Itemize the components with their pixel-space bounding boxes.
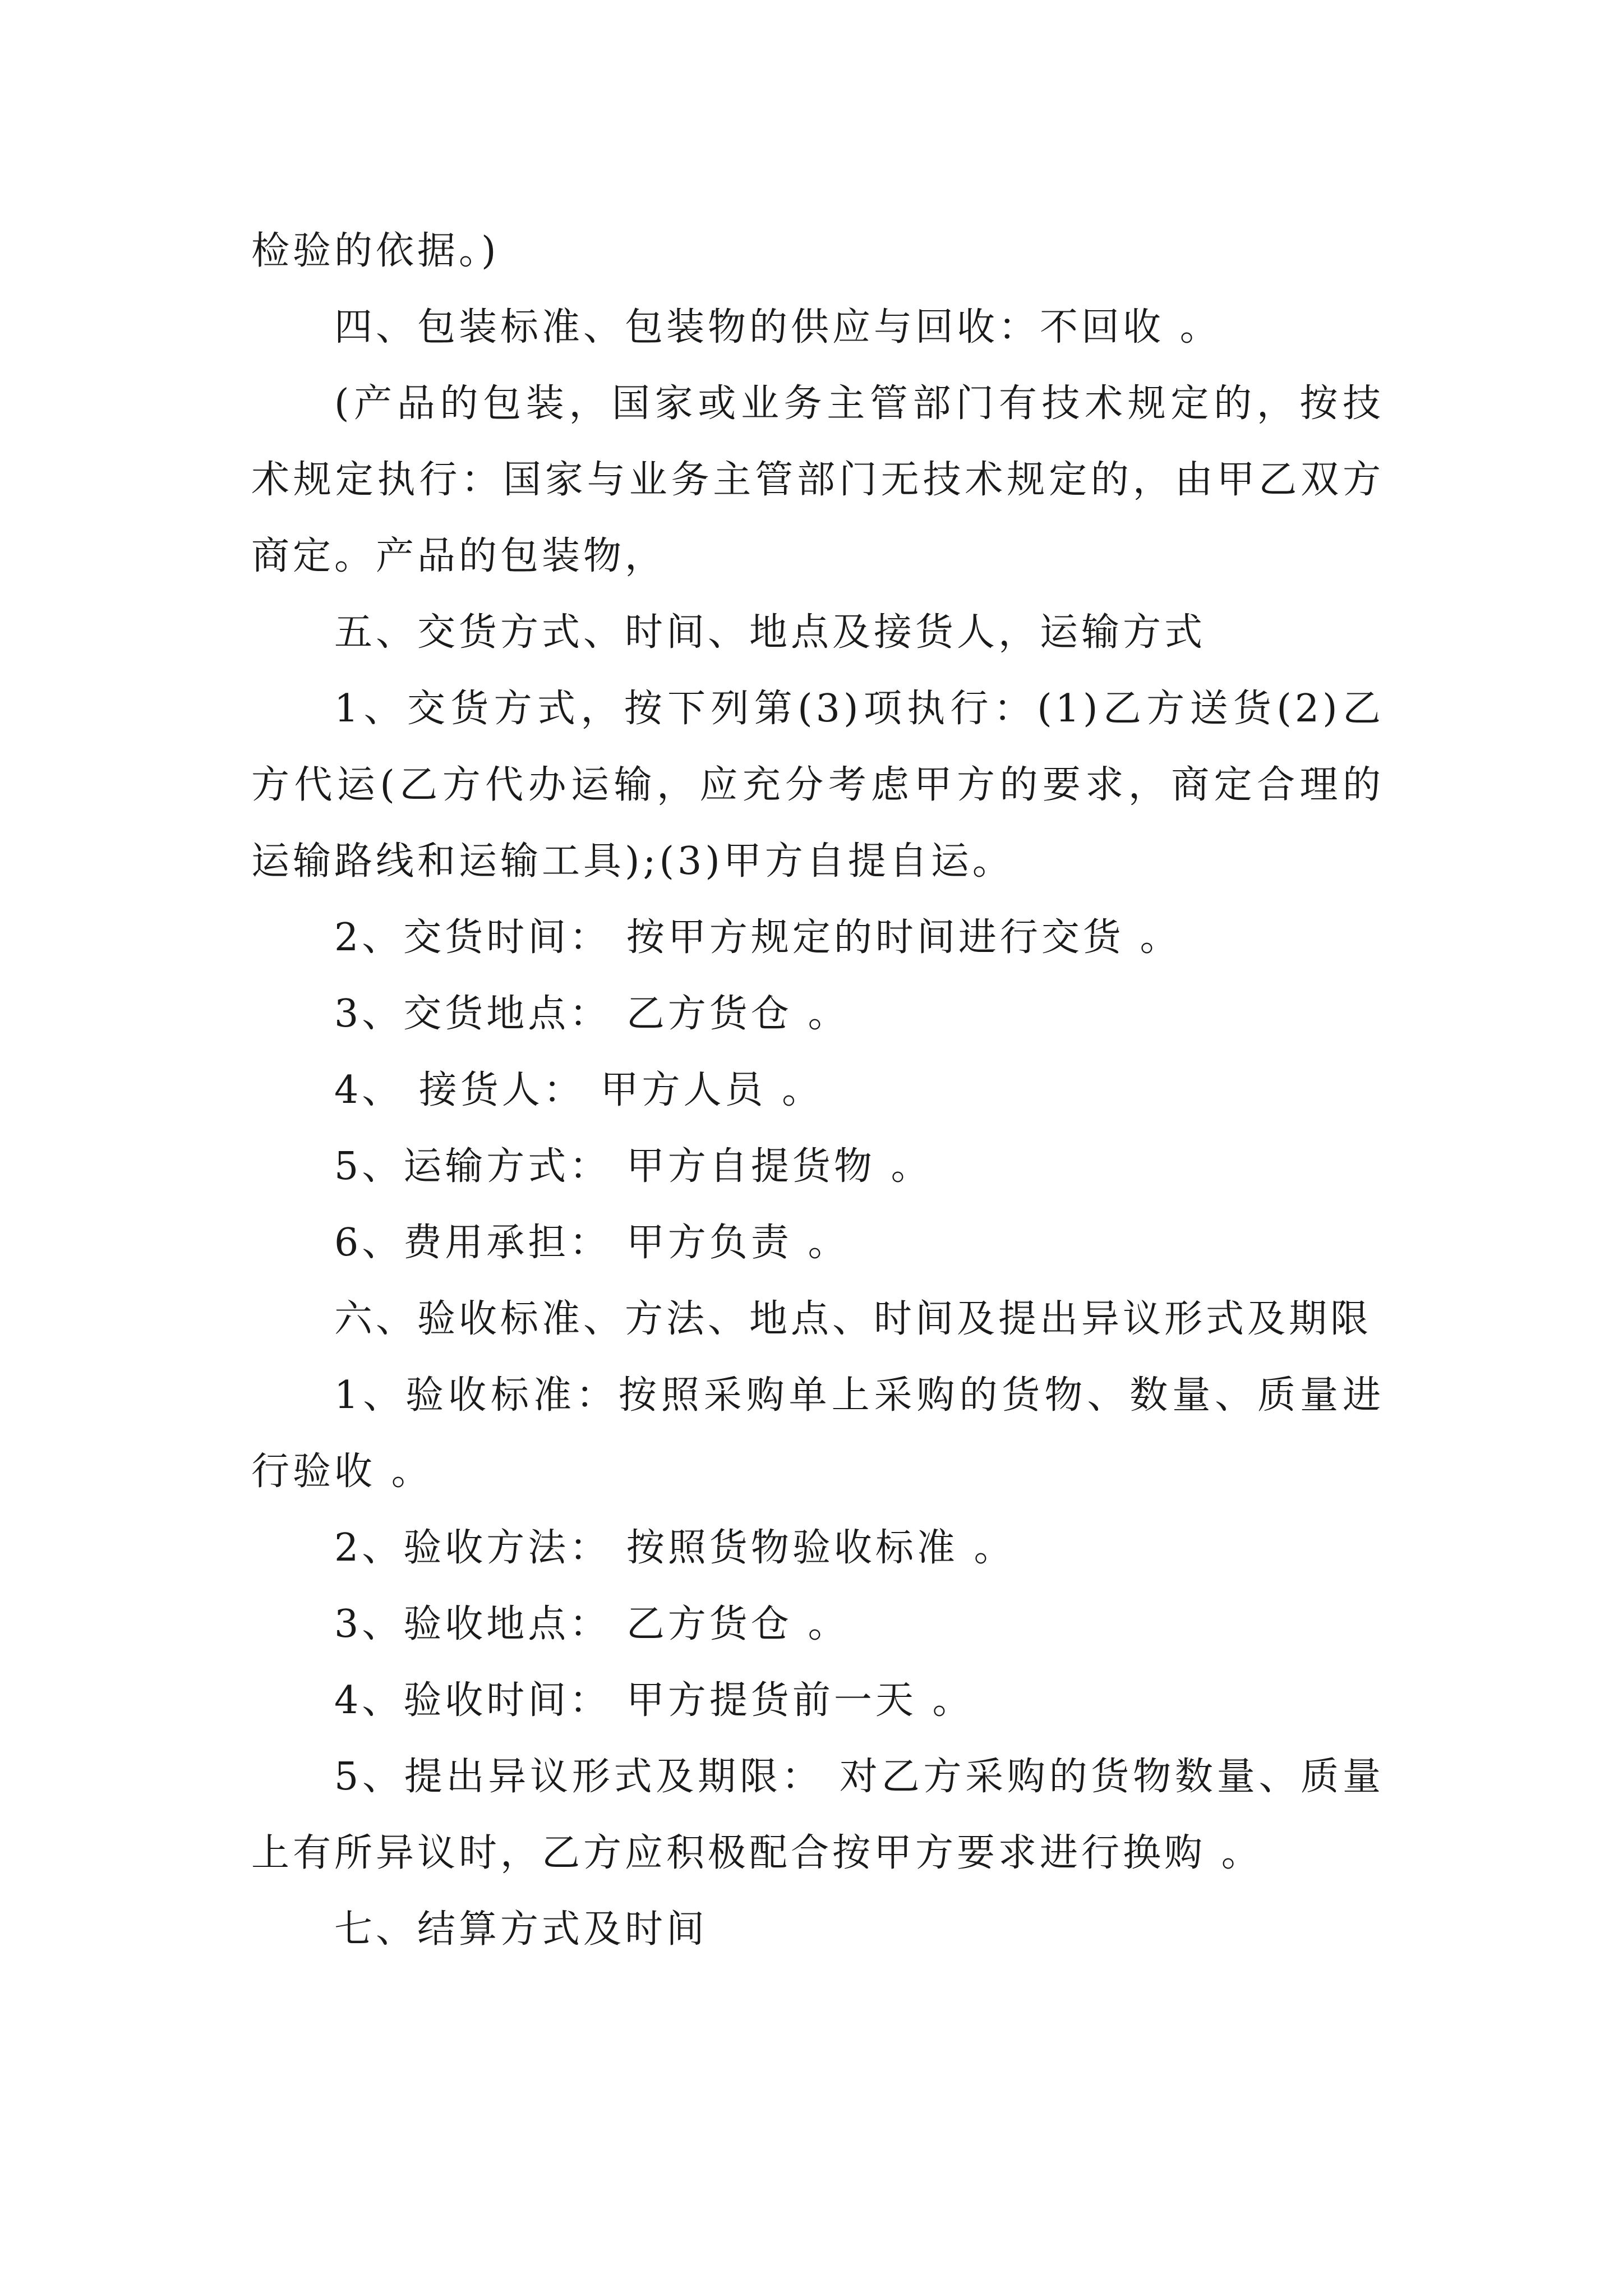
paragraph-acceptance-time: 4、验收时间： 甲方提货前一天 。: [334, 1678, 974, 1723]
paragraph-section-5-delivery: 五、交货方式、时间、地点及接货人，运输方式: [334, 610, 1206, 655]
paragraph-delivery-time: 2、交货时间： 按甲方规定的时间进行交货 。: [334, 915, 1182, 960]
paragraph-objection-period: 5、提出异议形式及期限： 对乙方采购的货物数量、质量上有所异议时，乙方应积极配合按甲方要求进行换购 。: [251, 1755, 1384, 1875]
paragraph-transport-method: 5、运输方式： 甲方自提货物 。: [334, 1144, 933, 1189]
paragraph-acceptance-standard: 1、验收标准：按照采购单上采购的货物、数量、质量进行验收 。: [251, 1373, 1384, 1494]
paragraph-cost-bearing: 6、费用承担： 甲方负责 。: [334, 1221, 850, 1265]
paragraph-section-7-settlement: 七、结算方式及时间: [334, 1907, 708, 1952]
paragraph-inspection-basis: 检验的依据。): [251, 229, 500, 273]
paragraph-section-4-packaging: 四、包装标准、包装物的供应与回收：不回收 。: [334, 305, 1221, 349]
document-body: [251, 213, 1384, 1968]
paragraph-receiver: 4、 接货人： 甲方人员 。: [334, 1068, 824, 1112]
paragraph-acceptance-method: 2、验收方法： 按照货物验收标准 。: [334, 1526, 1016, 1570]
paragraph-section-6-acceptance: 六、验收标准、方法、地点、时间及提出异议形式及期限: [334, 1297, 1372, 1341]
paragraph-delivery-place: 3、交货地点： 乙方货仓 。: [334, 992, 850, 1036]
paragraph-packaging-note: (产品的包装，国家或业务主管部门有技术规定的，按技术规定执行：国家与业务主管部门无技术规定的，由甲乙双方商定。产品的包装物，: [251, 381, 1384, 578]
paragraph-delivery-method: 1、交货方式，按下列第(3)项执行：(1)乙方送货(2)乙方代运(乙方代办运输，应充分考虑甲方的要求，商定合理的运输路线和运输工具);(3)甲方自提自运。: [251, 687, 1384, 884]
paragraph-acceptance-place: 3、验收地点： 乙方货仓 。: [334, 1602, 850, 1646]
